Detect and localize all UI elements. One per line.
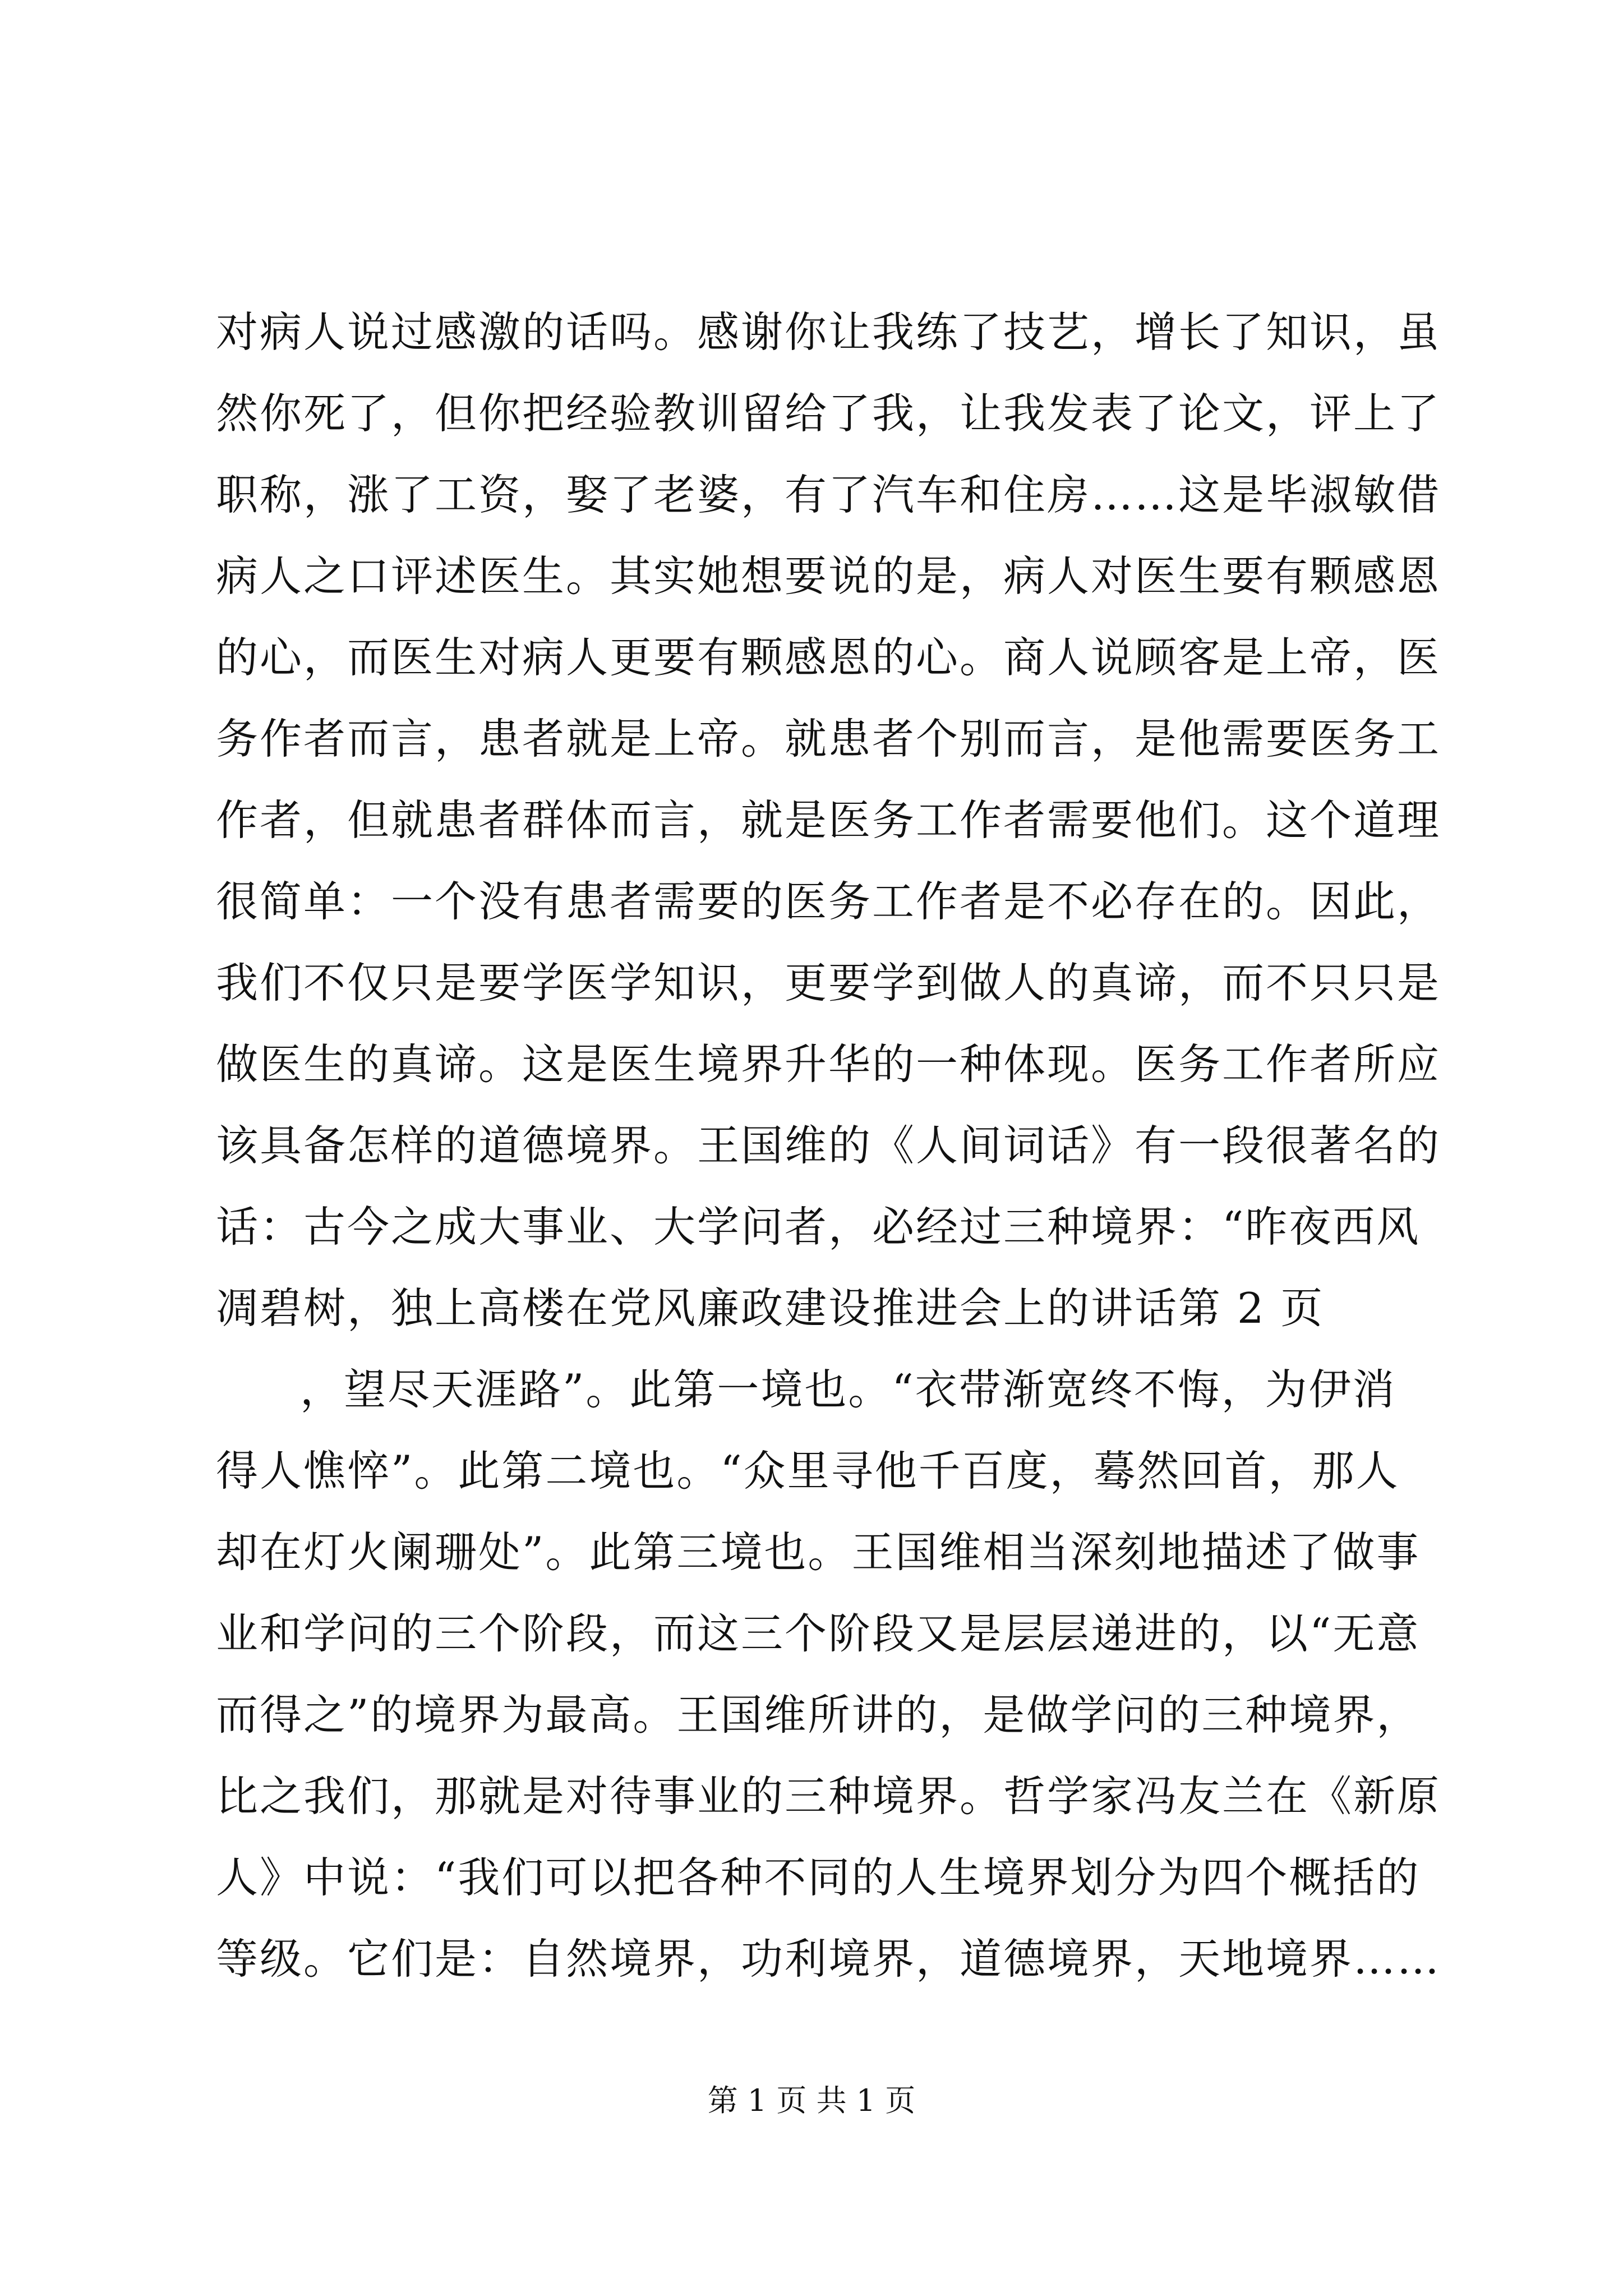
- text-line: 人》中说：“我们可以把各种不同的人生境界划分为四个概括的: [216, 1853, 1421, 1902]
- text-line: 却在灯火阑珊处”。此第三境也。王国维相当深刻地描述了做事: [216, 1527, 1421, 1577]
- text-line: 很简单：一个没有患者需要的医务工作者是不必存在的。因此，: [216, 877, 1441, 926]
- text-line: 的心，而医生对病人更要有颗感恩的心。商人说顾客是上帝，医: [216, 633, 1441, 682]
- text-line-indented: ，望尽天涯路”。此第一境也。“衣带渐宽终不悔，为伊消: [300, 1365, 1396, 1414]
- text-line: 等级。它们是：自然境界，功利境界，道德境界，天地境界……: [216, 1934, 1441, 1984]
- page-footer: 第 1 页 共 1 页: [707, 2083, 916, 2118]
- text-line: 比之我们，那就是对待事业的三种境界。哲学家冯友兰在《新原: [216, 1772, 1441, 1821]
- text-line: 而得之”的境界为最高。王国维所讲的，是做学问的三种境界，: [216, 1690, 1421, 1740]
- text-line: 得人憔悴”。此第二境也。“众里寻他千百度，蓦然回首，那人: [216, 1446, 1400, 1496]
- text-line: 务作者而言，患者就是上帝。就患者个别而言，是他需要医务工: [216, 714, 1441, 763]
- text-line: 业和学问的三个阶段，而这三个阶段又是层层递进的，以“无意: [216, 1609, 1421, 1658]
- document-body: [216, 292, 1441, 2000]
- text-line: 职称，涨了工资，娶了老婆，有了汽车和住房……这是毕淑敏借: [216, 470, 1441, 519]
- text-line: 然你死了，但你把经验教训留给了我，让我发表了论文，评上了: [216, 389, 1441, 438]
- text-line: 做医生的真谛。这是医生境界升华的一种体现。医务工作者所应: [216, 1039, 1441, 1089]
- text-line: 作者，但就患者群体而言，就是医务工作者需要他们。这个道理: [216, 795, 1441, 845]
- text-line: 病人之口评述医生。其实她想要说的是，病人对医生要有颗感恩: [216, 551, 1441, 601]
- text-line: 我们不仅只是要学医学知识，更要学到做人的真谛，而不只只是: [216, 958, 1441, 1007]
- text-line: 对病人说过感激的话吗。感谢你让我练了技艺，增长了知识，虽: [216, 307, 1441, 357]
- text-line: 该具备怎样的道德境界。王国维的《人间词话》有一段很著名的: [216, 1121, 1441, 1170]
- text-line: 凋碧树，独上高楼在党风廉政建设推进会上的讲话第 2 页: [216, 1283, 1325, 1333]
- text-line: 话：古今之成大事业、大学问者，必经过三种境界：“昨夜西风: [216, 1202, 1421, 1251]
